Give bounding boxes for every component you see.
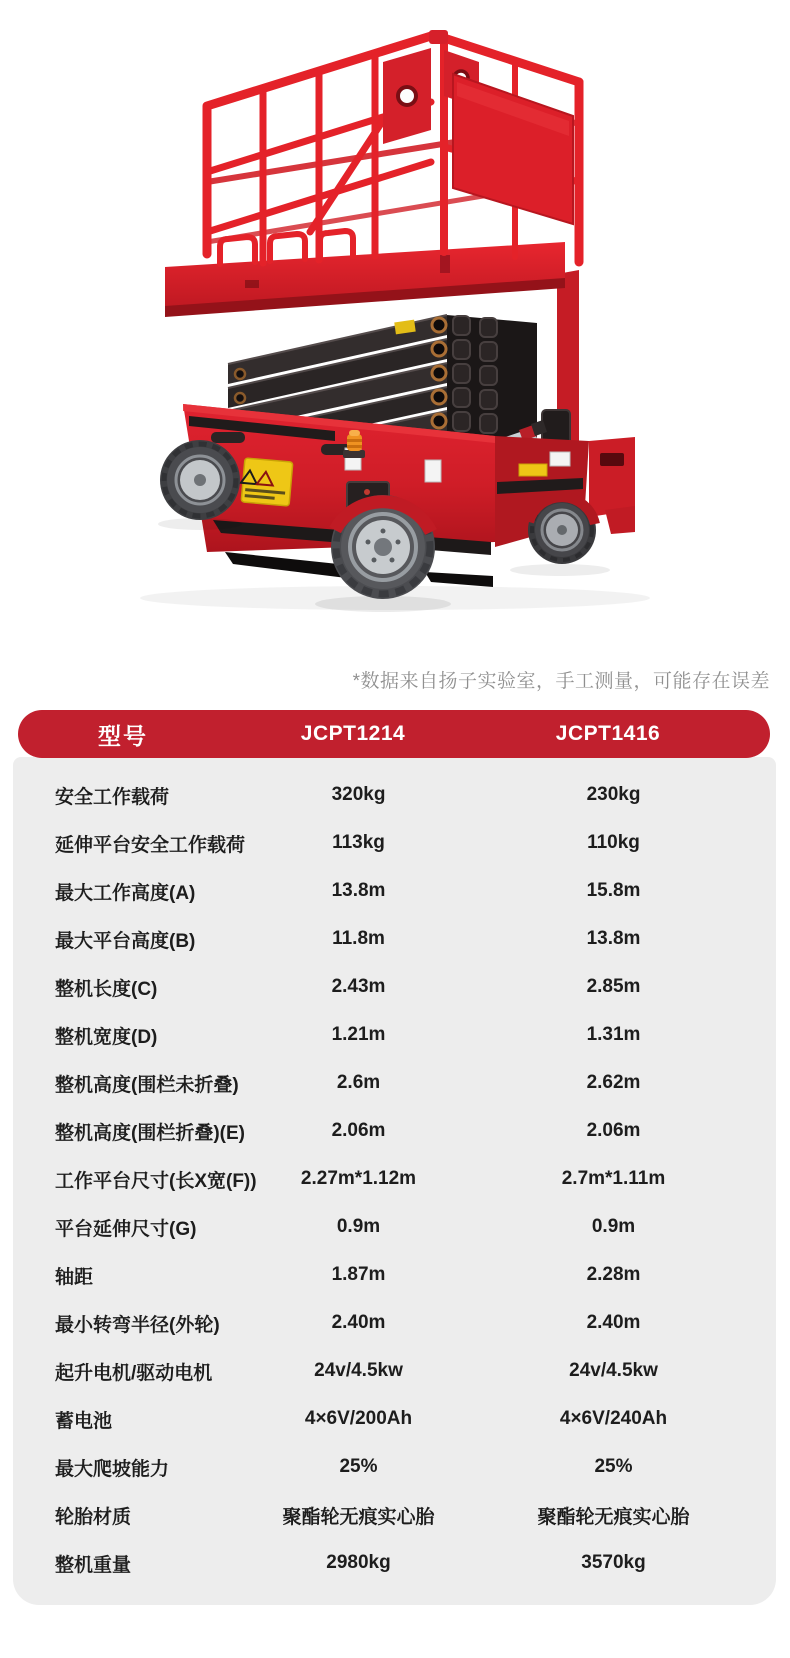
spec-label: 安全工作载荷 [55, 786, 170, 808]
spec-row [13, 1203, 776, 1251]
spec-row [13, 771, 776, 819]
spec-value-jcpt1416: 2.06m [586, 1120, 641, 1141]
spec-value-jcpt1214: 聚酯轮无痕实心胎 [282, 1506, 435, 1528]
spec-value-jcpt1214: 2.6m [336, 1072, 381, 1093]
spec-table-body [13, 757, 776, 1605]
spec-value-jcpt1416: 13.8m [586, 928, 641, 949]
sticker-white-right [550, 452, 570, 466]
spec-row [13, 1059, 776, 1107]
spec-value-jcpt1416: 0.9m [591, 1216, 636, 1237]
spec-value-jcpt1416: 1.31m [586, 1024, 641, 1045]
spec-label: 整机重量 [55, 1554, 132, 1576]
sticker-white-2 [425, 460, 441, 482]
spec-label: 最小转弯半径(外轮) [55, 1314, 220, 1336]
spec-value-jcpt1214: 1.21m [331, 1024, 386, 1045]
spec-value-jcpt1416: 15.8m [586, 880, 641, 901]
spec-row [13, 963, 776, 1011]
spec-row [13, 1107, 776, 1155]
product-photo [95, 12, 675, 612]
header-model-jcpt1214: JCPT1214 [300, 722, 406, 745]
spec-label: 整机高度(围栏折叠)(E) [55, 1122, 245, 1144]
spec-row [13, 1347, 776, 1395]
spec-label: 起升电机/驱动电机 [55, 1362, 213, 1384]
spec-row [13, 867, 776, 915]
spec-row [13, 915, 776, 963]
spec-label: 蓄电池 [55, 1410, 113, 1432]
spec-value-jcpt1416: 2.62m [586, 1072, 641, 1093]
spec-row [13, 1395, 776, 1443]
spec-value-jcpt1214: 113kg [332, 832, 385, 853]
spec-value-jcpt1416: 230kg [586, 784, 641, 805]
spec-value-jcpt1214: 2.40m [331, 1312, 386, 1333]
spec-value-jcpt1214: 24v/4.5kw [314, 1360, 403, 1381]
spec-label: 轴距 [55, 1266, 94, 1288]
spec-label: 工作平台尺寸(长X宽(F)) [55, 1170, 257, 1192]
spec-value-jcpt1416: 聚酯轮无痕实心胎 [537, 1506, 690, 1528]
spec-label: 整机高度(围栏未折叠) [55, 1074, 239, 1096]
spec-value-jcpt1416: 2.85m [586, 976, 641, 997]
spec-value-jcpt1416: 3570kg [581, 1552, 646, 1573]
spec-row [13, 1443, 776, 1491]
spec-row [13, 819, 776, 867]
spec-label: 延伸平台安全工作载荷 [55, 834, 246, 856]
platform-deck [165, 242, 565, 317]
spec-label: 平台延伸尺寸(G) [55, 1218, 197, 1240]
spec-label: 最大平台高度(B) [55, 930, 196, 952]
spec-label: 整机宽度(D) [55, 1026, 158, 1048]
spec-value-jcpt1416: 4×6V/240Ah [559, 1408, 668, 1429]
spec-label: 轮胎材质 [55, 1506, 132, 1528]
spec-value-jcpt1214: 11.8m [332, 928, 385, 949]
cage-door-panel [453, 74, 573, 224]
scissor-lift-illustration [95, 12, 675, 612]
header-model-column-label: 型号 [98, 722, 148, 749]
spec-value-jcpt1214: 25% [339, 1456, 378, 1477]
data-disclaimer: *数据来自扬子实验室，手工测量，可能存在误差 [352, 671, 770, 692]
spec-label: 最大工作高度(A) [55, 882, 196, 904]
spec-row [13, 1299, 776, 1347]
spec-row [13, 1251, 776, 1299]
spec-row [13, 1011, 776, 1059]
spec-value-jcpt1214: 0.9m [336, 1216, 381, 1237]
warning-label-yellow [239, 458, 293, 506]
spec-value-jcpt1214: 2.06m [331, 1120, 386, 1141]
spec-value-jcpt1416: 25% [594, 1456, 633, 1477]
spec-value-jcpt1214: 13.8m [331, 880, 386, 901]
spec-value-jcpt1416: 2.40m [586, 1312, 641, 1333]
spec-value-jcpt1416: 2.7m*1.11m [561, 1168, 666, 1189]
spec-value-jcpt1214: 320kg [331, 784, 386, 805]
spec-value-jcpt1214: 2.43m [331, 976, 386, 997]
spec-value-jcpt1214: 2.27m*1.12m [300, 1168, 417, 1189]
spec-value-jcpt1416: 2.28m [586, 1264, 641, 1285]
spec-row [13, 1539, 776, 1587]
spec-table-header [18, 710, 770, 758]
sticker-yellow-right [519, 464, 547, 476]
spec-row [13, 1491, 776, 1539]
cage-fold-joint [429, 30, 448, 44]
spec-value-jcpt1214: 2980kg [326, 1552, 391, 1573]
spec-row [13, 1155, 776, 1203]
header-model-jcpt1416: JCPT1416 [555, 722, 661, 745]
spec-value-jcpt1416: 24v/4.5kw [569, 1360, 658, 1381]
spec-label: 整机长度(C) [55, 978, 158, 1000]
spec-label: 最大爬坡能力 [55, 1458, 170, 1480]
chassis-bracket-right [589, 437, 635, 517]
spec-value-jcpt1214: 1.87m [331, 1264, 386, 1285]
spec-value-jcpt1416: 110kg [587, 832, 640, 853]
spec-value-jcpt1214: 4×6V/200Ah [304, 1408, 413, 1429]
